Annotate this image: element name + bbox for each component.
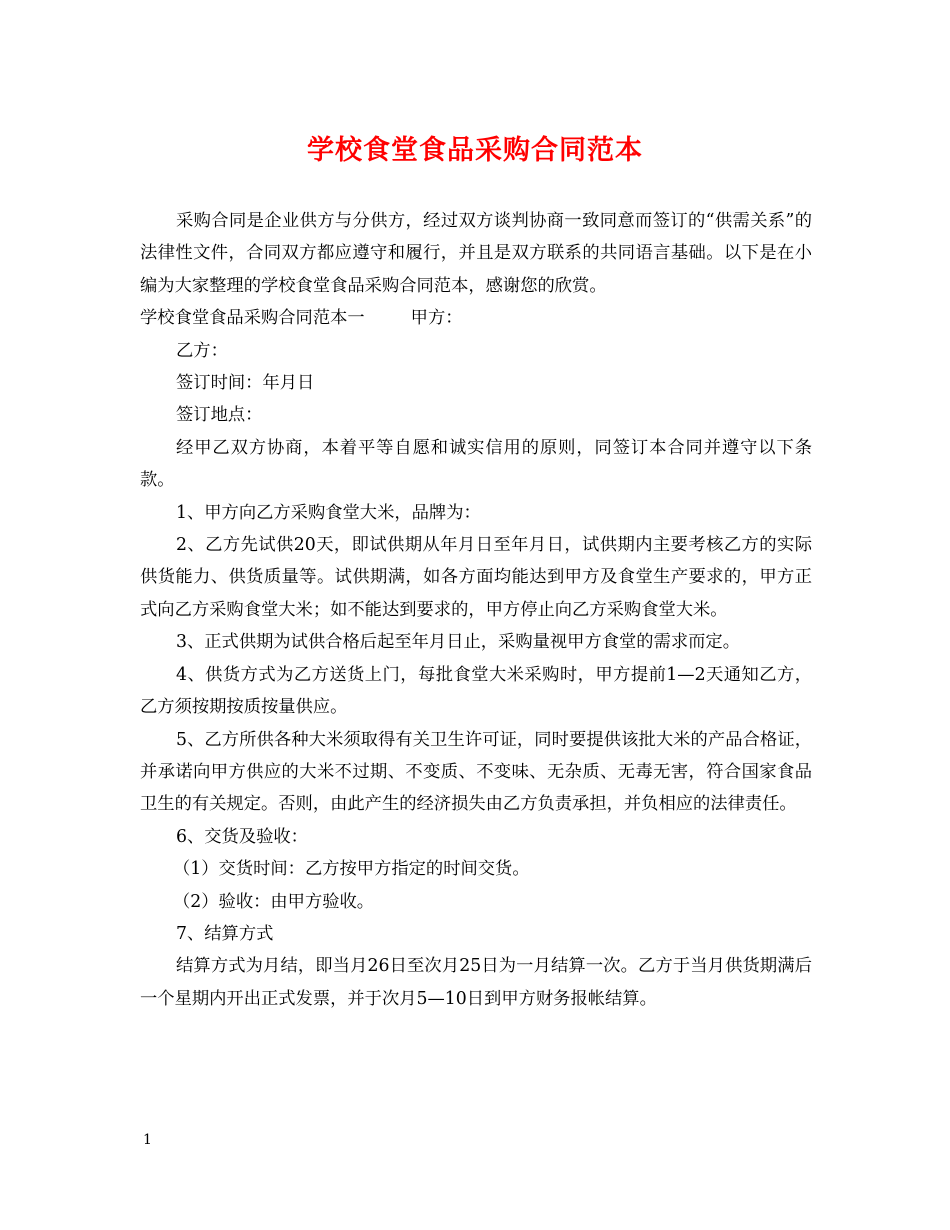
party-b-label: 乙方： [176,340,228,361]
intro-paragraph: 采购合同是企业供方与分供方，经过双方谈判协商一致同意而签订的“供需关系”的法律性文件，合同双方都应遵守和履行，并且是双方联系的共同语言基础。以下是在小编为大家整理的学校食堂食品采购合同范本，感谢您的欣赏。 [140,211,812,296]
clause-7-heading: 7、结算方式 [176,923,274,944]
party-a-label: 甲方： [410,308,463,329]
agreement-preamble: 经甲乙双方协商，本着平等自愿和诚实信用的原则，同签订本合同并遵守以下条款。 [140,437,812,491]
page-number: 1 [143,1132,152,1148]
signing-time: 签订时间：年月日 [176,373,315,394]
clause-3: 3、正式供期为试供合格后起至年月日止，采购量视甲方食堂的需求而定。 [176,632,740,653]
clause-5: 5、乙方所供各种大米须取得有关卫生许可证，同时要提供该批大米的产品合格证，并承诺向甲方供应的大米不过期、不变质、不变味、无杂质、无毒无害，符合国家食品卫生的有关规定。否则，由此产生的经济损失由乙方负责承担，并负相应的法律责任。 [140,729,812,815]
signing-place: 签订地点： [176,405,263,426]
clause-2: 2、乙方先试供20天，即试供期从年月日至年月日，试供期内主要考核乙方的实际供货能力、供货质量等。试供期满，如各方面均能达到甲方及食堂生产要求的，甲方正式向乙方采购食堂大米；如不能达到要求的，甲方停止向乙方采购食堂大米。 [140,535,812,620]
clause-6-heading: 6、交货及验收： [176,826,308,847]
clause-1: 1、甲方向乙方采购食堂大米，品牌为： [176,502,481,523]
clause-6-item-2: （2）验收：由甲方验收。 [173,891,375,912]
clause-4: 4、供货方式为乙方送货上门，每批食堂大米采购时，甲方提前1—2天通知乙方，乙方须按期按质按量供应。 [140,664,812,718]
clause-7-body: 结算方式为月结，即当月26日至次月25日为一月结算一次。乙方于当月供货期满后一个星期内开出正式发票，并于次月5—10日到甲方财务报帐结算。 [140,956,812,1009]
document-title: 学校食堂食品采购合同范本 [307,135,643,166]
contract-subtitle: 学校食堂食品采购合同范本一 [140,308,365,329]
document-body [140,205,812,1015]
contract-heading-line [140,302,812,334]
clause-6-item-1: （1）交货时间：乙方按甲方指定的时间交货。 [173,859,530,880]
